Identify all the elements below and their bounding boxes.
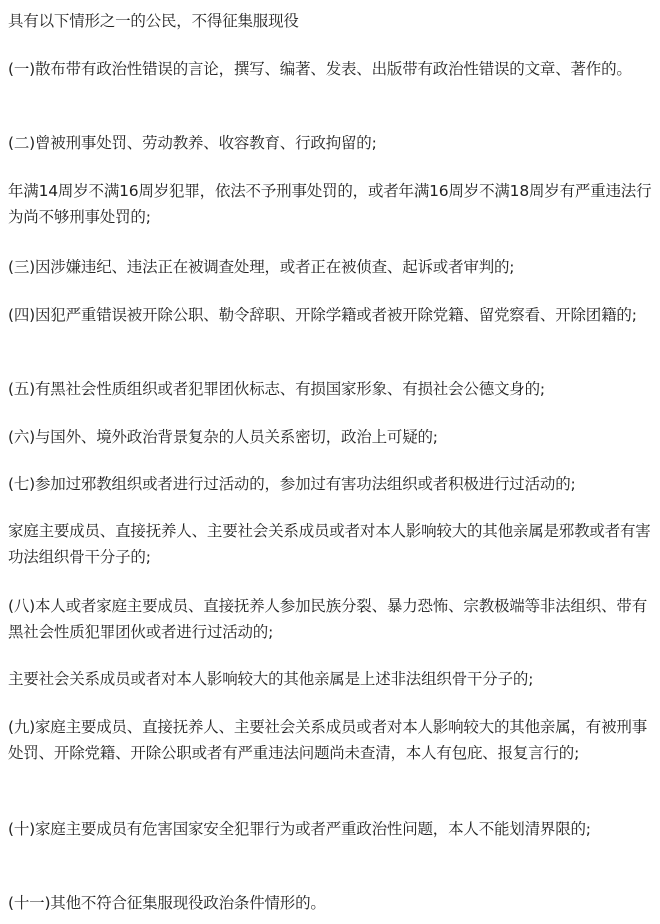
paragraph-item-1: (一)散布带有政治性错误的言论，撰写、编著、发表、出版带有政治性错误的文章、著作的。 <box>8 60 632 78</box>
paragraph-note-3: 主要社会关系成员或者对本人影响较大的其他亲属是上述非法组织骨干分子的; <box>8 670 534 688</box>
paragraph-item-3: (三)因涉嫌违纪、违法正在被调查处理，或者正在被侦查、起诉或者审判的; <box>8 258 515 276</box>
paragraph-note-1: 年满14周岁不满16周岁犯罪，依法不予刑事处罚的，或者年满16周岁不满18周岁有严重违法行为尚不够刑事处罚的; <box>8 182 652 226</box>
paragraph-item-11: (十一)其他不符合征集服现役政治条件情形的。 <box>8 894 326 912</box>
paragraph-item-4: (四)因犯严重错误被开除公职、勒令辞职、开除学籍或者被开除党籍、留党察看、开除团籍的; <box>8 306 637 324</box>
paragraph-item-7: (七)参加过邪教组织或者进行过活动的，参加过有害功法组织或者积极进行过活动的; <box>8 475 576 493</box>
paragraph-item-2: (二)曾被刑事处罚、劳动教养、收容教育、行政拘留的; <box>8 134 377 152</box>
paragraph-item-5: (五)有黑社会性质组织或者犯罪团伙标志、有损国家形象、有损社会公德文身的; <box>8 380 545 398</box>
paragraph-note-2: 家庭主要成员、直接抚养人、主要社会关系成员或者对本人影响较大的其他亲属是邪教或者有害功法组织骨干分子的; <box>8 522 651 566</box>
paragraph-item-9: (九)家庭主要成员、直接抚养人、主要社会关系成员或者对本人影响较大的其他亲属，有被刑事处罚、开除党籍、开除公职或者有严重违法问题尚未查清，本人有包庇、报复言行的; <box>8 718 647 762</box>
paragraph-item-8: (八)本人或者家庭主要成员、直接抚养人参加民族分裂、暴力恐怖、宗教极端等非法组织、带有黑社会性质犯罪团伙或者进行过活动的; <box>8 597 647 641</box>
document-title: 具有以下情形之一的公民，不得征集服现役 <box>8 12 299 30</box>
paragraph-item-6: (六)与国外、境外政治背景复杂的人员关系密切，政治上可疑的; <box>8 428 438 446</box>
paragraph-item-10: (十)家庭主要成员有危害国家安全犯罪行为或者严重政治性问题，本人不能划清界限的; <box>8 820 591 838</box>
